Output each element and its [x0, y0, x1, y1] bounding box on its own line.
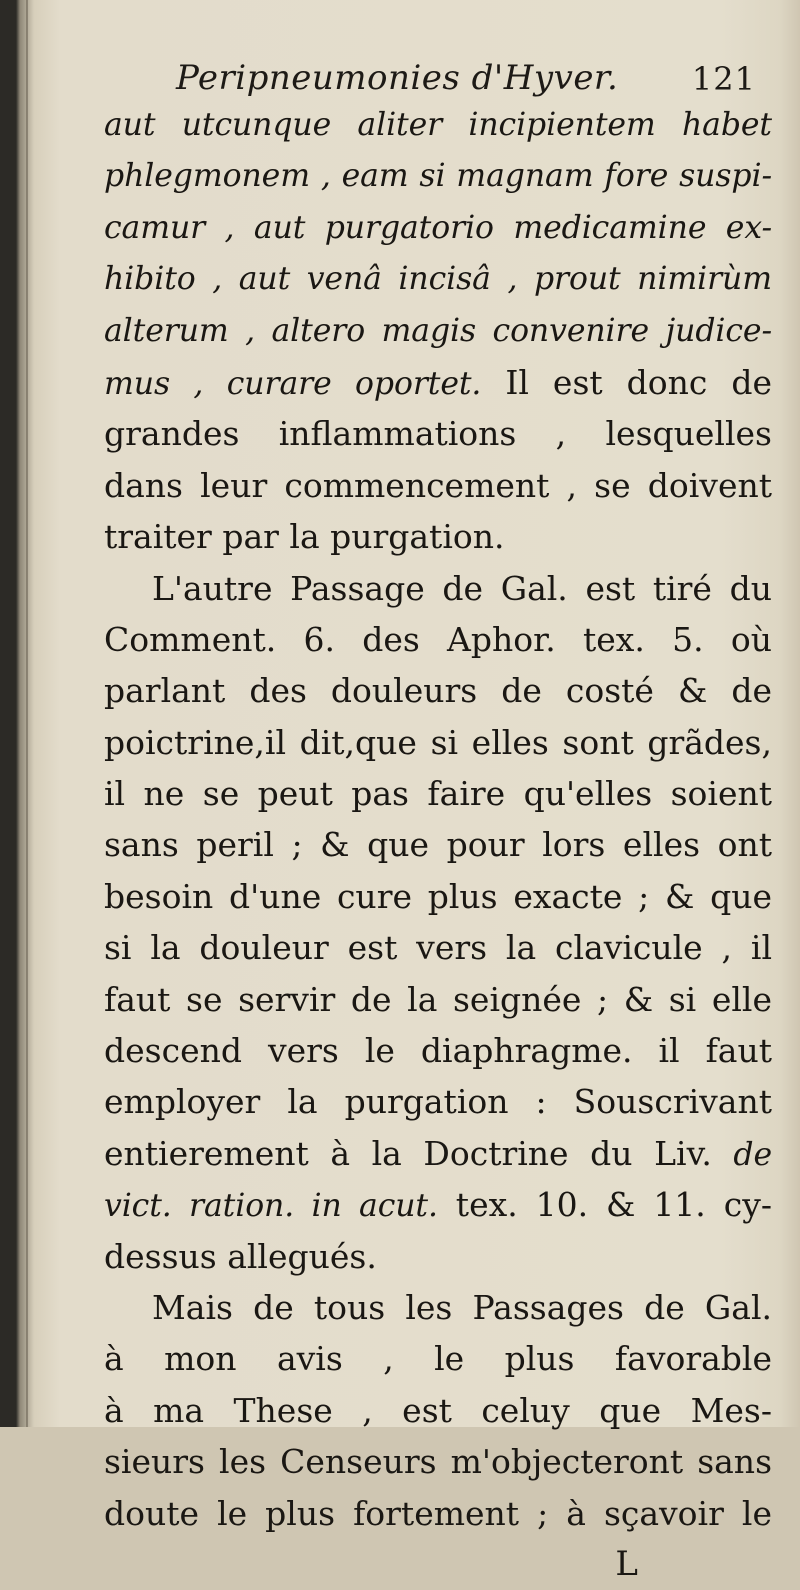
body-text: [104, 100, 772, 1590]
paragraph-start-line: Mais de tous les Passages de Gal.: [152, 1287, 772, 1327]
text-line: descend vers le diaphragme. il faut: [104, 1031, 772, 1071]
text-line: traiter par la purgation.: [104, 517, 505, 557]
text-line: hibito , aut venâ incisâ , prout nimirùm: [104, 261, 772, 298]
text-line: il ne se peut pas faire qu'elles soient: [104, 774, 772, 814]
latin-phrase: de: [733, 1136, 772, 1173]
text-line: besoin d'une cure plus exacte ; & que: [104, 876, 772, 916]
running-title: Peripneumonies d'Hyver.: [176, 58, 619, 98]
text-line: phlegmonem , eam si magnam fore suspi-: [104, 158, 772, 195]
text-line: sieurs les Censeurs m'objecteront sans: [104, 1442, 772, 1482]
latin-phrase: vict. ration. in acut.: [104, 1188, 438, 1225]
text-line: alterum , altero magis convenire judice-: [104, 312, 772, 349]
text-line: grandes inflammations , lesquelles: [104, 414, 772, 454]
text-line: à mon avis , le plus favorable: [104, 1339, 772, 1379]
text-line-mixed: [104, 1128, 772, 1179]
french-phrase: entierement à la Doctrine du Liv.: [104, 1133, 734, 1173]
text-line-mixed: [104, 357, 772, 408]
binding-gutter: [26, 0, 28, 1427]
text-line: dans leur commencement , se doivent: [104, 465, 772, 505]
text-line: employer la purgation : Souscrivant: [104, 1082, 772, 1122]
text-line: sans peril ; & que pour lors elles ont: [104, 825, 772, 865]
page-number: 121: [691, 60, 756, 98]
text-line-mixed: [104, 1179, 772, 1230]
text-line: dessus allegués.: [104, 1236, 377, 1276]
french-phrase: tex. 10. & 11. cy-: [437, 1185, 772, 1225]
text-line: poictrine,il dit,que si elles sont grãdes,: [104, 722, 772, 762]
text-line: Comment. 6. des Aphor. tex. 5. où: [104, 619, 772, 659]
text-line: parlant des douleurs de costé & de: [104, 671, 772, 711]
latin-phrase: mus , curare oportet.: [104, 365, 482, 402]
catchword: L: [615, 1543, 638, 1584]
text-line: à ma These , est celuy que Mes-: [104, 1390, 772, 1430]
text-line: doute le plus fortement ; à sçavoir le: [104, 1493, 772, 1533]
text-line: aut utcunque aliter incipientem habet: [104, 107, 772, 143]
text-line: si la douleur est vers la clavicule , il: [104, 928, 772, 968]
text-line: faut se servir de la seignée ; & si elle: [104, 979, 772, 1019]
text-line: camur , aut purgatorio medicamine ex-: [104, 209, 772, 246]
french-phrase: Il est donc de: [481, 362, 772, 402]
paragraph-start-line: L'autre Passage de Gal. est tiré du: [152, 568, 772, 608]
